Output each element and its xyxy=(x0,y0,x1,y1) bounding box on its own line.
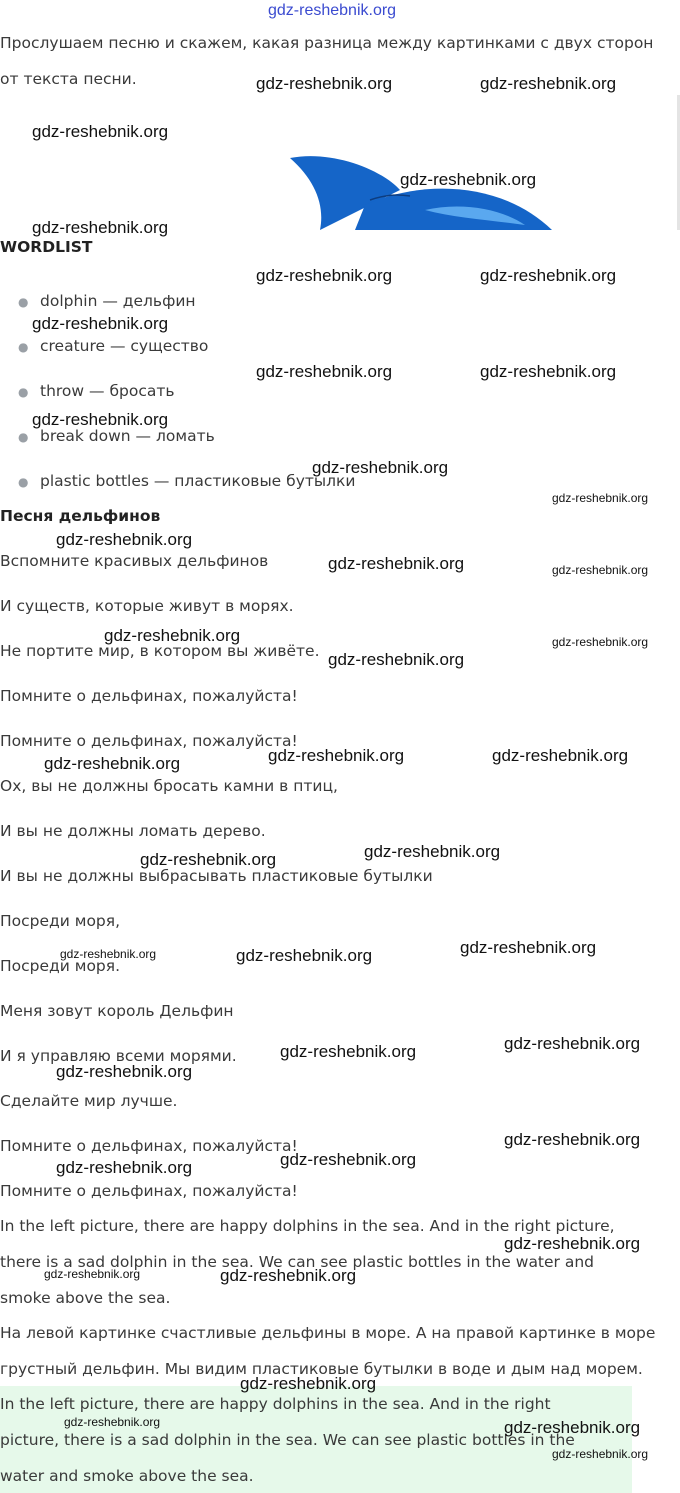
song-line: Посреди моря, xyxy=(0,912,121,930)
watermark: gdz-reshebnik.org xyxy=(280,1150,417,1169)
watermark: gdz-reshebnik.org xyxy=(552,635,649,649)
watermark: gdz-reshebnik.org xyxy=(480,266,617,285)
watermark: gdz-reshebnik.org xyxy=(552,563,649,577)
answer-highlight-line: picture, there is a sad dolphin in the sea. We can see plastic bottles in the xyxy=(0,1431,575,1449)
bullet-icon: ● xyxy=(18,295,29,309)
bullet-icon: ● xyxy=(18,475,29,489)
watermark: gdz-reshebnik.org xyxy=(256,362,393,381)
watermark: gdz-reshebnik.org xyxy=(104,626,241,645)
watermark: gdz-reshebnik.org xyxy=(504,1234,641,1253)
wordlist-item: plastic bottles — пластиковые бутылки xyxy=(40,472,356,490)
watermark: gdz-reshebnik.org xyxy=(480,362,617,381)
song-title: Песня дельфинов xyxy=(0,507,161,525)
wordlist-item: dolphin — дельфин xyxy=(40,292,196,310)
answer-highlight-line: In the left picture, there are happy dolphins in the sea. And in the right xyxy=(0,1395,551,1413)
watermark: gdz-reshebnik.org xyxy=(32,410,169,429)
watermark: gdz-reshebnik.org xyxy=(504,1418,641,1437)
bullet-icon: ● xyxy=(18,340,29,354)
song-line: Помните о дельфинах, пожалуйста! xyxy=(0,687,298,705)
watermark: gdz-reshebnik.org xyxy=(256,266,393,285)
watermark: gdz-reshebnik.org xyxy=(220,1266,357,1285)
song-line: Помните о дельфинах, пожалуйста! xyxy=(0,732,298,750)
bullet-icon: ● xyxy=(18,385,29,399)
song-line: Не портите мир, в котором вы живёте. xyxy=(0,642,320,660)
watermark: gdz-reshebnik.org xyxy=(256,74,393,93)
song-line: И существ, которые живут в морях. xyxy=(0,597,294,615)
bullet-icon: ● xyxy=(18,430,29,444)
song-line: И вы не должны выбрасывать пластиковые бутылки xyxy=(0,867,433,885)
watermark: gdz-reshebnik.org xyxy=(328,554,465,573)
watermark: gdz-reshebnik.org xyxy=(56,1158,193,1177)
watermark: gdz-reshebnik.org xyxy=(32,122,169,141)
watermark: gdz-reshebnik.org xyxy=(44,754,181,773)
watermark: gdz-reshebnik.org xyxy=(240,1374,377,1393)
watermark: gdz-reshebnik.org xyxy=(60,947,157,961)
watermark: gdz-reshebnik.org xyxy=(140,850,277,869)
song-line: Вспомните красивых дельфинов xyxy=(0,552,269,570)
watermark: gdz-reshebnik.org xyxy=(312,458,449,477)
watermark-top: gdz-reshebnik.org xyxy=(268,2,397,19)
watermark: gdz-reshebnik.org xyxy=(504,1130,641,1149)
watermark: gdz-reshebnik.org xyxy=(32,314,169,333)
song-line: Ох, вы не должны бросать камни в птиц, xyxy=(0,777,338,795)
watermark: gdz-reshebnik.org xyxy=(328,650,465,669)
watermark: gdz-reshebnik.org xyxy=(236,946,373,965)
song-line: И вы не должны ломать дерево. xyxy=(0,822,266,840)
intro-line-2: от текста песни. xyxy=(0,70,137,88)
watermark: gdz-reshebnik.org xyxy=(56,1062,193,1081)
answer-en-line: In the left picture, there are happy dolphins in the sea. And in the right picture, xyxy=(0,1217,615,1235)
watermark: gdz-reshebnik.org xyxy=(492,746,629,765)
watermark: gdz-reshebnik.org xyxy=(480,74,617,93)
intro-line-1: Прослушаем песню и скажем, какая разница между картинками с двух сторон xyxy=(0,34,654,52)
watermark: gdz-reshebnik.org xyxy=(44,1267,141,1281)
watermark: gdz-reshebnik.org xyxy=(552,1447,649,1461)
song-line: Посреди моря. xyxy=(0,957,121,975)
watermark: gdz-reshebnik.org xyxy=(64,1415,161,1429)
watermark: gdz-reshebnik.org xyxy=(460,938,597,957)
wordlist-item: break down — ломать xyxy=(40,427,215,445)
watermark: gdz-reshebnik.org xyxy=(552,491,649,505)
dolphin-illustration xyxy=(270,150,560,230)
answer-ru-line: грустный дельфин. Мы видим пластиковые бутылки в воде и дым над морем. xyxy=(0,1360,643,1378)
watermark: gdz-reshebnik.org xyxy=(400,170,537,189)
watermark: gdz-reshebnik.org xyxy=(280,1042,417,1061)
watermark: gdz-reshebnik.org xyxy=(364,842,501,861)
answer-en-line: there is a sad dolphin in the sea. We can see plastic bottles in the water and xyxy=(0,1253,595,1271)
song-line: Меня зовут король Дельфин xyxy=(0,1002,234,1020)
song-line: Сделайте мир лучше. xyxy=(0,1092,178,1110)
answer-highlight-line: water and smoke above the sea. xyxy=(0,1467,254,1485)
watermark: gdz-reshebnik.org xyxy=(32,218,169,237)
song-line: И я управляю всеми морями. xyxy=(0,1047,237,1065)
wordlist-title: WORDLIST xyxy=(0,238,93,256)
song-line: Помните о дельфинах, пожалуйста! xyxy=(0,1137,298,1155)
watermark: gdz-reshebnik.org xyxy=(56,530,193,549)
answer-en-line: smoke above the sea. xyxy=(0,1289,171,1307)
wordlist-item: throw — бросать xyxy=(40,382,175,400)
watermark: gdz-reshebnik.org xyxy=(504,1034,641,1053)
answer-ru-line: На левой картинке счастливые дельфины в море. А на правой картинке в море xyxy=(0,1324,656,1342)
song-line: Помните о дельфинах, пожалуйста! xyxy=(0,1182,298,1200)
wordlist-item: creature — существо xyxy=(40,337,209,355)
watermark: gdz-reshebnik.org xyxy=(268,746,405,765)
